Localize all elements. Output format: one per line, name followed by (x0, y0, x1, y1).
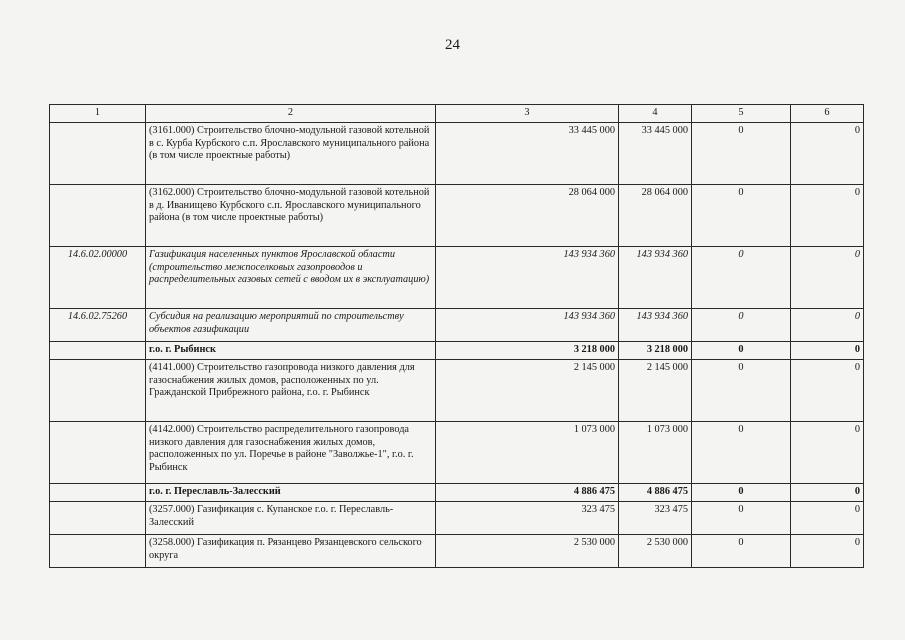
row-code (50, 484, 146, 502)
row-col-3: 33 445 000 (436, 123, 619, 185)
header-col-5: 5 (692, 105, 791, 123)
row-col-6: 0 (791, 185, 864, 247)
row-col-6: 0 (791, 484, 864, 502)
row-col-6: 0 (791, 535, 864, 568)
row-name: (3162.000) Строительство блочно-модульной газовой котельной в д. Иванищево Курбского с.п. Ярославского муниципального района (в том числе проектные работы) (146, 185, 436, 247)
row-col-6: 0 (791, 360, 864, 422)
row-col-4: 323 475 (619, 502, 692, 535)
row-col-3: 323 475 (436, 502, 619, 535)
row-code (50, 342, 146, 360)
row-code: 14.6.02.00000 (50, 247, 146, 309)
row-name: г.о. г. Переславль-Залесский (146, 484, 436, 502)
row-col-4: 143 934 360 (619, 309, 692, 342)
row-col-4: 4 886 475 (619, 484, 692, 502)
row-col-4: 33 445 000 (619, 123, 692, 185)
row-col-3: 4 886 475 (436, 484, 619, 502)
row-col-6: 0 (791, 422, 864, 484)
row-col-5: 0 (692, 342, 791, 360)
table-row (50, 535, 864, 568)
row-col-4: 28 064 000 (619, 185, 692, 247)
row-code (50, 502, 146, 535)
row-col-6: 0 (791, 342, 864, 360)
row-col-3: 2 530 000 (436, 535, 619, 568)
row-col-4: 1 073 000 (619, 422, 692, 484)
row-col-6: 0 (791, 502, 864, 535)
header-col-1: 1 (50, 105, 146, 123)
row-col-3: 1 073 000 (436, 422, 619, 484)
row-name: Субсидия на реализацию мероприятий по строительству объектов газификации (146, 309, 436, 342)
table-row (50, 185, 864, 247)
row-name: (4141.000) Строительство газопровода низкого давления для газоснабжения жилых домов, расположенных по ул. Гражданской Прибрежного района, г.о. г. Рыбинск (146, 360, 436, 422)
row-code (50, 185, 146, 247)
header-col-2: 2 (146, 105, 436, 123)
table-row (50, 247, 864, 309)
row-col-5: 0 (692, 123, 791, 185)
row-col-3: 3 218 000 (436, 342, 619, 360)
row-col-3: 143 934 360 (436, 247, 619, 309)
header-col-6: 6 (791, 105, 864, 123)
row-col-3: 28 064 000 (436, 185, 619, 247)
row-name: (3257.000) Газификация с. Купанское г.о. г. Переславль-Залесский (146, 502, 436, 535)
row-code (50, 422, 146, 484)
row-col-5: 0 (692, 309, 791, 342)
row-col-5: 0 (692, 185, 791, 247)
row-col-4: 2 530 000 (619, 535, 692, 568)
table-row (50, 342, 864, 360)
table-row (50, 309, 864, 342)
row-code (50, 360, 146, 422)
row-col-5: 0 (692, 360, 791, 422)
header-col-3: 3 (436, 105, 619, 123)
row-col-6: 0 (791, 247, 864, 309)
table-row (50, 422, 864, 484)
row-col-4: 2 145 000 (619, 360, 692, 422)
table-row (50, 360, 864, 422)
table-row (50, 123, 864, 185)
row-col-4: 143 934 360 (619, 247, 692, 309)
row-code (50, 123, 146, 185)
row-name: г.о. г. Рыбинск (146, 342, 436, 360)
row-name: (4142.000) Строительство распределительного газопровода низкого давления для газоснабжения жилых домов, расположенных по ул. Поречье в районе "Заволжье-1", г.о. г. Рыбинск (146, 422, 436, 484)
page-number: 24 (445, 37, 460, 53)
header-row (50, 105, 864, 123)
header-col-4: 4 (619, 105, 692, 123)
row-col-5: 0 (692, 484, 791, 502)
row-col-6: 0 (791, 123, 864, 185)
row-name: Газификация населенных пунктов Ярославской области (строительство межпоселковых газопроводов и распределительных газовых сетей с вводом их в эксплуатацию) (146, 247, 436, 309)
row-col-5: 0 (692, 422, 791, 484)
row-code (50, 535, 146, 568)
row-col-5: 0 (692, 535, 791, 568)
table-row (50, 484, 864, 502)
row-col-5: 0 (692, 247, 791, 309)
row-col-5: 0 (692, 502, 791, 535)
table-row (50, 502, 864, 535)
row-col-4: 3 218 000 (619, 342, 692, 360)
row-name: (3161.000) Строительство блочно-модульной газовой котельной в с. Курба Курбского с.п. Ярославского муниципального района (в том числе проектные работы) (146, 123, 436, 185)
row-col-3: 2 145 000 (436, 360, 619, 422)
row-col-3: 143 934 360 (436, 309, 619, 342)
row-col-6: 0 (791, 309, 864, 342)
row-name: (3258.000) Газификация п. Рязанцево Рязанцевского сельского округа (146, 535, 436, 568)
budget-table (49, 104, 864, 568)
row-code: 14.6.02.75260 (50, 309, 146, 342)
